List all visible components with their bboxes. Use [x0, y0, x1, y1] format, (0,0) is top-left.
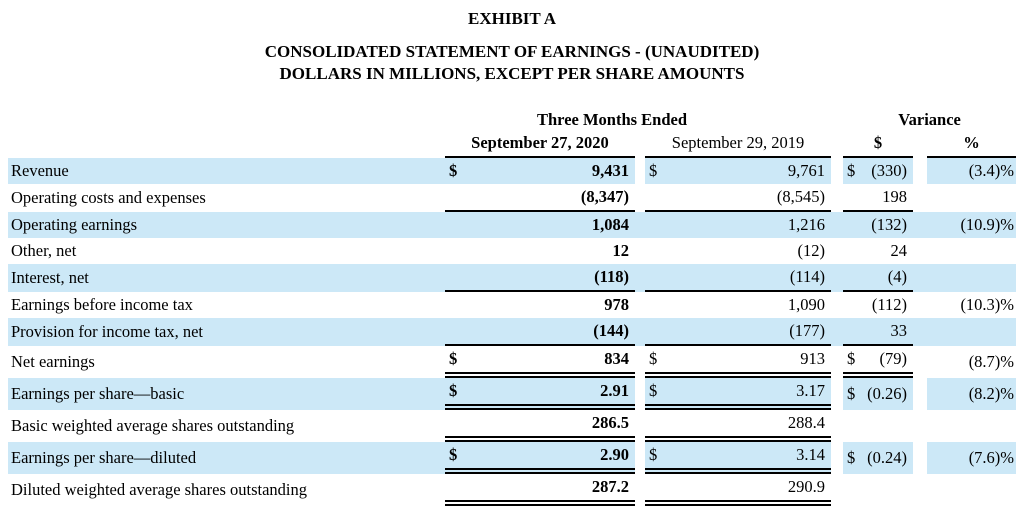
gutter-cell — [913, 158, 927, 184]
value-2019: 913 — [800, 349, 826, 368]
table-row — [8, 158, 1016, 184]
variance-value: (79) — [879, 349, 908, 368]
variance-value: (112) — [871, 295, 908, 314]
cell-variance-percent — [927, 264, 1016, 292]
cell-2019 — [645, 184, 831, 212]
table-row — [8, 212, 1016, 238]
cell-variance-dollar — [843, 318, 913, 346]
cell-variance-dollar — [843, 474, 913, 506]
value-2020: 2.90 — [600, 445, 629, 464]
dollar-sign: $ — [449, 381, 458, 400]
cell-2020 — [445, 346, 635, 378]
row-label: Other, net — [11, 241, 77, 260]
gutter-cell — [913, 212, 927, 238]
group-header-variance: Variance — [898, 110, 961, 129]
cell-2019 — [645, 318, 831, 346]
value-2020: 978 — [604, 295, 629, 314]
value-2019: 288.4 — [787, 413, 826, 432]
cell-2020 — [445, 212, 635, 238]
cell-2020 — [445, 238, 635, 264]
cell-variance-dollar — [843, 238, 913, 264]
gutter-cell — [913, 292, 927, 318]
row-label: Earnings before income tax — [11, 295, 193, 314]
gutter-cell — [831, 346, 843, 378]
cell-2019 — [645, 292, 831, 318]
cell-2020 — [445, 292, 635, 318]
value-2020: (8,347) — [580, 187, 629, 206]
value-2019: 1,090 — [787, 295, 826, 314]
gutter-cell — [831, 442, 843, 474]
value-2020: (118) — [594, 267, 629, 286]
column-header-2019: September 29, 2019 — [645, 130, 831, 158]
table-row — [8, 184, 1016, 212]
value-2019: 1,216 — [787, 215, 826, 234]
gutter-cell — [635, 292, 645, 318]
row-label: Operating costs and expenses — [11, 188, 206, 207]
dollar-sign: $ — [449, 445, 458, 464]
value-2020: 9,431 — [591, 161, 629, 180]
cell-2020 — [445, 442, 635, 474]
variance-value: (0.26) — [867, 384, 908, 403]
table-row — [8, 264, 1016, 292]
statement-title: CONSOLIDATED STATEMENT OF EARNINGS - (UNAUDITED) — [264, 42, 760, 61]
cell-variance-percent: (7.6)% — [927, 442, 1016, 474]
cell-variance-percent: (10.9)% — [927, 212, 1016, 238]
value-2019: (114) — [789, 267, 826, 286]
dollar-sign: $ — [847, 448, 856, 467]
cell-2020 — [445, 184, 635, 212]
value-2020: 834 — [604, 349, 629, 368]
cell-2019 — [645, 346, 831, 378]
gutter-cell — [913, 318, 927, 346]
variance-value: (4) — [887, 267, 908, 286]
group-header-three-months-ended: Three Months Ended — [536, 110, 688, 129]
dollar-sign: $ — [847, 384, 856, 403]
dollar-sign: $ — [649, 445, 658, 464]
value-2019: 9,761 — [787, 161, 826, 180]
column-header-2020: September 27, 2020 — [445, 130, 635, 158]
table-group-header-row — [8, 110, 1016, 130]
cell-variance-percent — [927, 410, 1016, 442]
value-2019: (12) — [797, 241, 826, 260]
dollar-sign: $ — [649, 381, 658, 400]
value-2020: 12 — [612, 241, 629, 260]
gutter-cell — [831, 184, 843, 212]
table-row — [8, 292, 1016, 318]
cell-2019 — [645, 410, 831, 442]
row-label: Revenue — [8, 158, 445, 184]
cell-variance-dollar — [843, 264, 913, 292]
cell-2020 — [445, 378, 635, 410]
cell-2019 — [645, 378, 831, 410]
gutter-cell — [635, 346, 645, 378]
value-2020: 287.2 — [591, 477, 629, 496]
cell-2020 — [445, 318, 635, 346]
table-row — [8, 474, 1016, 506]
spacer-cell — [831, 130, 843, 158]
row-label: Diluted weighted average shares outstanding — [11, 480, 307, 499]
value-2019: 290.9 — [787, 477, 826, 496]
gutter-cell — [831, 474, 843, 506]
gutter-cell — [831, 292, 843, 318]
spacer-cell — [913, 130, 927, 158]
cell-2019 — [645, 212, 831, 238]
value-2020: (144) — [593, 321, 629, 340]
cell-2019 — [645, 158, 831, 184]
spacer-cell — [831, 110, 843, 130]
column-header-variance-percent: % — [927, 130, 1016, 158]
gutter-cell — [831, 410, 843, 442]
table-row — [8, 378, 1016, 410]
cell-variance-dollar — [843, 410, 913, 442]
row-label: Earnings per share—diluted — [8, 442, 445, 474]
gutter-cell — [913, 184, 927, 212]
gutter-cell — [913, 264, 927, 292]
gutter-cell — [635, 158, 645, 184]
cell-2019 — [645, 474, 831, 506]
dollar-sign: $ — [649, 161, 658, 180]
gutter-cell — [913, 346, 927, 378]
cell-variance-percent — [927, 318, 1016, 346]
dollar-sign: $ — [449, 349, 458, 368]
gutter-cell — [831, 318, 843, 346]
cell-variance-dollar — [843, 184, 913, 212]
cell-variance-dollar — [843, 212, 913, 238]
value-2020: 2.91 — [600, 381, 629, 400]
row-label: Basic weighted average shares outstanding — [11, 416, 295, 435]
variance-value: (330) — [871, 161, 908, 180]
cell-variance-percent — [927, 238, 1016, 264]
dollar-sign: $ — [847, 349, 856, 368]
spacer-cell — [8, 110, 445, 130]
spacer-cell — [8, 130, 445, 158]
cell-2019 — [645, 264, 831, 292]
gutter-cell — [913, 378, 927, 410]
value-2020: 1,084 — [591, 215, 629, 234]
earnings-table — [8, 110, 1016, 506]
gutter-cell — [913, 238, 927, 264]
cell-variance-percent: (8.7)% — [968, 352, 1015, 371]
dollar-sign: $ — [649, 349, 658, 368]
gutter-cell — [831, 378, 843, 410]
gutter-cell — [831, 238, 843, 264]
cell-variance-percent: (3.4)% — [927, 158, 1016, 184]
value-2019: 3.14 — [796, 445, 826, 464]
cell-2019 — [645, 238, 831, 264]
value-2019: (177) — [789, 321, 826, 340]
dollar-sign: $ — [449, 161, 458, 180]
table-row — [8, 238, 1016, 264]
cell-variance-percent: (10.3)% — [960, 295, 1015, 314]
cell-variance-dollar — [843, 378, 913, 410]
cell-variance-dollar — [843, 346, 913, 378]
cell-2020 — [445, 158, 635, 184]
cell-variance-percent — [927, 474, 1016, 506]
gutter-cell — [635, 212, 645, 238]
value-2020: 286.5 — [591, 413, 629, 432]
row-label: Provision for income tax, net — [8, 318, 445, 346]
dollar-sign: $ — [847, 161, 856, 180]
spacer-cell — [635, 130, 645, 158]
gutter-cell — [831, 212, 843, 238]
cell-2020 — [445, 474, 635, 506]
gutter-cell — [635, 474, 645, 506]
value-2019: (8,545) — [776, 187, 826, 206]
variance-value: (0.24) — [867, 448, 908, 467]
cell-2019 — [645, 442, 831, 474]
cell-variance-dollar — [843, 292, 913, 318]
gutter-cell — [913, 442, 927, 474]
row-label: Net earnings — [11, 352, 95, 371]
gutter-cell — [913, 474, 927, 506]
cell-variance-percent: (8.2)% — [927, 378, 1016, 410]
table-column-header-row — [8, 130, 1016, 158]
value-2019: 3.17 — [796, 381, 826, 400]
row-label: Earnings per share—basic — [8, 378, 445, 410]
cell-2020 — [445, 410, 635, 442]
statement-units-subtitle: DOLLARS IN MILLIONS, EXCEPT PER SHARE AMOUNTS — [279, 64, 745, 83]
gutter-cell — [635, 264, 645, 292]
column-header-variance-dollar: $ — [843, 130, 913, 158]
exhibit-title: EXHIBIT A — [467, 9, 557, 28]
variance-value: (132) — [871, 215, 908, 234]
gutter-cell — [635, 410, 645, 442]
cell-variance-percent — [927, 184, 1016, 212]
gutter-cell — [831, 158, 843, 184]
variance-value: 33 — [890, 321, 908, 340]
row-label: Operating earnings — [8, 212, 445, 238]
table-row — [8, 410, 1016, 442]
table-row — [8, 442, 1016, 474]
cell-2020 — [445, 264, 635, 292]
gutter-cell — [913, 410, 927, 442]
variance-value: 198 — [882, 187, 908, 206]
gutter-cell — [635, 318, 645, 346]
variance-value: 24 — [890, 241, 908, 260]
gutter-cell — [635, 238, 645, 264]
gutter-cell — [831, 264, 843, 292]
table-row — [8, 318, 1016, 346]
row-label: Interest, net — [8, 264, 445, 292]
table-row — [8, 346, 1016, 378]
gutter-cell — [635, 378, 645, 410]
cell-variance-dollar — [843, 158, 913, 184]
gutter-cell — [635, 184, 645, 212]
gutter-cell — [635, 442, 645, 474]
cell-variance-dollar — [843, 442, 913, 474]
